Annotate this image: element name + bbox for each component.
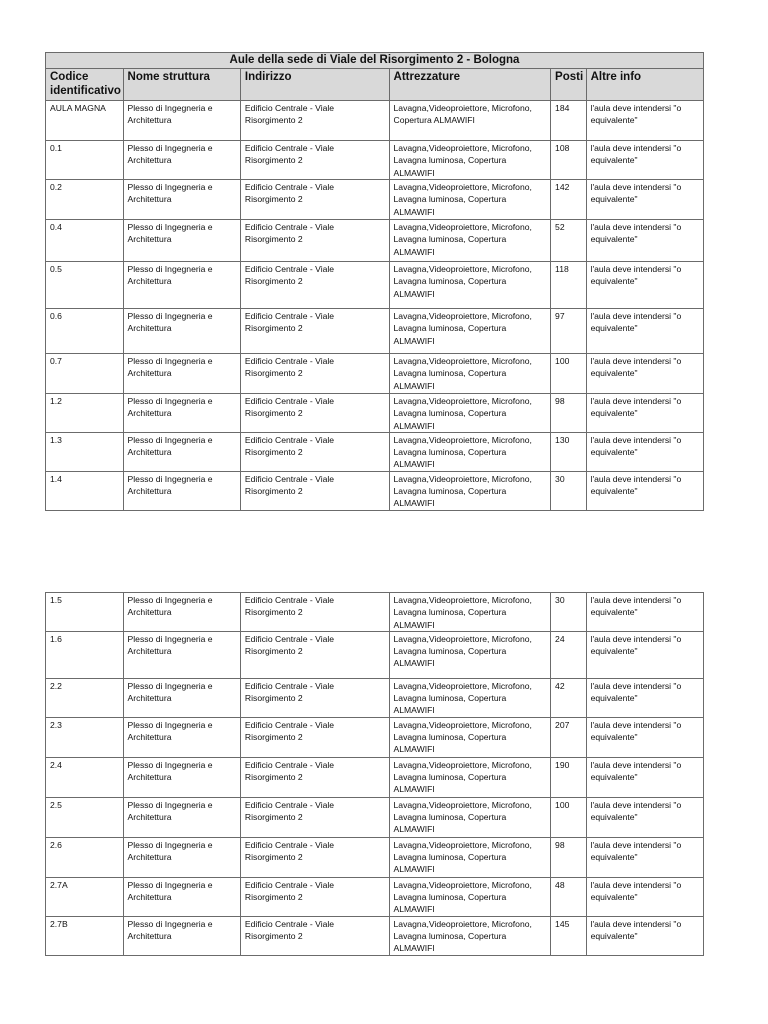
table-row [46, 394, 704, 433]
cell-posti: 130 [551, 432, 587, 471]
cell-struttura: Plesso di Ingegneria e Architettura [123, 757, 240, 797]
table-title: Aule della sede di Viale del Risorgimento 2 - Bologna [46, 53, 704, 69]
cell-posti: 98 [551, 837, 587, 877]
cell-altre-info: l'aula deve intendersi "o equivalente" [586, 432, 703, 471]
cell-posti: 30 [551, 471, 587, 510]
cell-indirizzo: Edificio Centrale - Viale Risorgimento 2 [240, 309, 389, 354]
cell-attrezzature: Lavagna,Videoproiettore, Microfono, Lavagna luminosa, Copertura ALMAWIFI [389, 717, 551, 757]
cell-posti: 118 [551, 262, 587, 309]
table-row [46, 354, 704, 394]
cell-attrezzature: Lavagna,Videoproiettore, Microfono, Lavagna luminosa, Copertura ALMAWIFI [389, 262, 551, 309]
cell-posti: 98 [551, 394, 587, 433]
cell-altre-info: l'aula deve intendersi "o equivalente" [586, 220, 703, 262]
cell-altre-info: l'aula deve intendersi "o equivalente" [586, 717, 703, 757]
cell-posti: 100 [551, 354, 587, 394]
cell-indirizzo: Edificio Centrale - Viale Risorgimento 2 [240, 432, 389, 471]
cell-codice: 2.6 [46, 837, 124, 877]
cell-indirizzo: Edificio Centrale - Viale Risorgimento 2 [240, 757, 389, 797]
cell-indirizzo: Edificio Centrale - Viale Risorgimento 2 [240, 141, 389, 180]
cell-posti: 30 [551, 593, 587, 632]
cell-altre-info: l'aula deve intendersi "o equivalente" [586, 678, 703, 717]
cell-struttura: Plesso di Ingegneria e Architettura [123, 837, 240, 877]
table-row [46, 220, 704, 262]
cell-indirizzo: Edificio Centrale - Viale Risorgimento 2 [240, 471, 389, 510]
cell-codice: 1.3 [46, 432, 124, 471]
cell-altre-info: l'aula deve intendersi "o equivalente" [586, 101, 703, 141]
cell-altre-info: l'aula deve intendersi "o equivalente" [586, 394, 703, 433]
cell-struttura: Plesso di Ingegneria e Architettura [123, 916, 240, 955]
cell-struttura: Plesso di Ingegneria e Architettura [123, 717, 240, 757]
cell-altre-info: l'aula deve intendersi "o equivalente" [586, 631, 703, 678]
column-header-struttura: Nome struttura [123, 69, 240, 101]
table-row [46, 757, 704, 797]
cell-altre-info: l'aula deve intendersi "o equivalente" [586, 877, 703, 916]
cell-altre-info: l'aula deve intendersi "o equivalente" [586, 593, 703, 632]
cell-struttura: Plesso di Ingegneria e Architettura [123, 309, 240, 354]
column-header-indirizzo: Indirizzo [240, 69, 389, 101]
cell-attrezzature: Lavagna,Videoproiettore, Microfono, Lavagna luminosa, Copertura ALMAWIFI [389, 394, 551, 433]
cell-codice: 1.4 [46, 471, 124, 510]
cell-struttura: Plesso di Ingegneria e Architettura [123, 471, 240, 510]
cell-struttura: Plesso di Ingegneria e Architettura [123, 220, 240, 262]
cell-codice: 2.3 [46, 717, 124, 757]
cell-struttura: Plesso di Ingegneria e Architettura [123, 797, 240, 837]
classrooms-table-part-2 [45, 592, 704, 956]
table-row [46, 432, 704, 471]
table-row [46, 797, 704, 837]
column-header-altre-info: Altre info [586, 69, 703, 101]
cell-codice: 2.7A [46, 877, 124, 916]
cell-struttura: Plesso di Ingegneria e Architettura [123, 593, 240, 632]
table-row [46, 180, 704, 220]
cell-codice: 1.6 [46, 631, 124, 678]
cell-codice: 0.5 [46, 262, 124, 309]
table-body-part-1 [46, 101, 704, 511]
cell-posti: 100 [551, 797, 587, 837]
cell-attrezzature: Lavagna,Videoproiettore, Microfono, Lavagna luminosa, Copertura ALMAWIFI [389, 877, 551, 916]
cell-struttura: Plesso di Ingegneria e Architettura [123, 101, 240, 141]
cell-indirizzo: Edificio Centrale - Viale Risorgimento 2 [240, 916, 389, 955]
table-row [46, 262, 704, 309]
cell-struttura: Plesso di Ingegneria e Architettura [123, 354, 240, 394]
cell-struttura: Plesso di Ingegneria e Architettura [123, 631, 240, 678]
cell-altre-info: l'aula deve intendersi "o equivalente" [586, 471, 703, 510]
cell-attrezzature: Lavagna,Videoproiettore, Microfono, Lavagna luminosa, Copertura ALMAWIFI [389, 757, 551, 797]
cell-indirizzo: Edificio Centrale - Viale Risorgimento 2 [240, 631, 389, 678]
cell-attrezzature: Lavagna,Videoproiettore, Microfono, Lavagna luminosa, Copertura ALMAWIFI [389, 354, 551, 394]
cell-attrezzature: Lavagna,Videoproiettore, Microfono, Lavagna luminosa, Copertura ALMAWIFI [389, 220, 551, 262]
cell-attrezzature: Lavagna,Videoproiettore, Microfono, Copertura ALMAWIFI [389, 101, 551, 141]
cell-indirizzo: Edificio Centrale - Viale Risorgimento 2 [240, 877, 389, 916]
column-header-attrezzature: Attrezzature [389, 69, 551, 101]
cell-attrezzature: Lavagna,Videoproiettore, Microfono, Lavagna luminosa, Copertura ALMAWIFI [389, 309, 551, 354]
table-row [46, 101, 704, 141]
cell-attrezzature: Lavagna,Videoproiettore, Microfono, Lavagna luminosa, Copertura ALMAWIFI [389, 471, 551, 510]
column-header-posti: Posti [551, 69, 587, 101]
cell-indirizzo: Edificio Centrale - Viale Risorgimento 2 [240, 678, 389, 717]
table-row [46, 309, 704, 354]
table-row [46, 141, 704, 180]
cell-posti: 142 [551, 180, 587, 220]
cell-altre-info: l'aula deve intendersi "o equivalente" [586, 797, 703, 837]
table-row [46, 471, 704, 510]
cell-attrezzature: Lavagna,Videoproiettore, Microfono, Lavagna luminosa, Copertura ALMAWIFI [389, 837, 551, 877]
cell-struttura: Plesso di Ingegneria e Architettura [123, 262, 240, 309]
cell-posti: 52 [551, 220, 587, 262]
cell-posti: 184 [551, 101, 587, 141]
cell-indirizzo: Edificio Centrale - Viale Risorgimento 2 [240, 354, 389, 394]
cell-indirizzo: Edificio Centrale - Viale Risorgimento 2 [240, 220, 389, 262]
cell-indirizzo: Edificio Centrale - Viale Risorgimento 2 [240, 262, 389, 309]
cell-codice: 2.5 [46, 797, 124, 837]
cell-altre-info: l'aula deve intendersi "o equivalente" [586, 916, 703, 955]
cell-struttura: Plesso di Ingegneria e Architettura [123, 432, 240, 471]
table-row [46, 593, 704, 632]
cell-altre-info: l'aula deve intendersi "o equivalente" [586, 180, 703, 220]
cell-indirizzo: Edificio Centrale - Viale Risorgimento 2 [240, 717, 389, 757]
cell-attrezzature: Lavagna,Videoproiettore, Microfono, Lavagna luminosa, Copertura ALMAWIFI [389, 141, 551, 180]
cell-altre-info: l'aula deve intendersi "o equivalente" [586, 354, 703, 394]
cell-codice: 1.2 [46, 394, 124, 433]
cell-struttura: Plesso di Ingegneria e Architettura [123, 141, 240, 180]
cell-codice: 0.7 [46, 354, 124, 394]
cell-codice: 0.6 [46, 309, 124, 354]
cell-posti: 24 [551, 631, 587, 678]
cell-posti: 42 [551, 678, 587, 717]
cell-altre-info: l'aula deve intendersi "o equivalente" [586, 262, 703, 309]
cell-indirizzo: Edificio Centrale - Viale Risorgimento 2 [240, 394, 389, 433]
table-row [46, 837, 704, 877]
cell-codice: 0.1 [46, 141, 124, 180]
cell-codice: AULA MAGNA [46, 101, 124, 141]
cell-attrezzature: Lavagna,Videoproiettore, Microfono, Lavagna luminosa, Copertura ALMAWIFI [389, 432, 551, 471]
table-body-part-2 [46, 593, 704, 956]
cell-attrezzature: Lavagna,Videoproiettore, Microfono, Lavagna luminosa, Copertura ALMAWIFI [389, 916, 551, 955]
cell-codice: 1.5 [46, 593, 124, 632]
cell-posti: 190 [551, 757, 587, 797]
cell-posti: 145 [551, 916, 587, 955]
cell-posti: 108 [551, 141, 587, 180]
cell-attrezzature: Lavagna,Videoproiettore, Microfono, Lavagna luminosa, Copertura ALMAWIFI [389, 678, 551, 717]
cell-indirizzo: Edificio Centrale - Viale Risorgimento 2 [240, 593, 389, 632]
table-row [46, 631, 704, 678]
cell-altre-info: l'aula deve intendersi "o equivalente" [586, 309, 703, 354]
cell-attrezzature: Lavagna,Videoproiettore, Microfono, Lavagna luminosa, Copertura ALMAWIFI [389, 797, 551, 837]
cell-struttura: Plesso di Ingegneria e Architettura [123, 678, 240, 717]
cell-altre-info: l'aula deve intendersi "o equivalente" [586, 837, 703, 877]
cell-altre-info: l'aula deve intendersi "o equivalente" [586, 141, 703, 180]
table-row [46, 678, 704, 717]
table-row [46, 717, 704, 757]
cell-codice: 2.7B [46, 916, 124, 955]
cell-codice: 2.4 [46, 757, 124, 797]
cell-attrezzature: Lavagna,Videoproiettore, Microfono, Lavagna luminosa, Copertura ALMAWIFI [389, 180, 551, 220]
classrooms-table-part-1 [45, 52, 704, 511]
cell-posti: 97 [551, 309, 587, 354]
cell-indirizzo: Edificio Centrale - Viale Risorgimento 2 [240, 797, 389, 837]
table-row [46, 916, 704, 955]
cell-codice: 0.4 [46, 220, 124, 262]
cell-struttura: Plesso di Ingegneria e Architettura [123, 877, 240, 916]
cell-posti: 48 [551, 877, 587, 916]
cell-altre-info: l'aula deve intendersi "o equivalente" [586, 757, 703, 797]
cell-struttura: Plesso di Ingegneria e Architettura [123, 394, 240, 433]
cell-struttura: Plesso di Ingegneria e Architettura [123, 180, 240, 220]
table-row [46, 877, 704, 916]
cell-posti: 207 [551, 717, 587, 757]
cell-codice: 0.2 [46, 180, 124, 220]
cell-attrezzature: Lavagna,Videoproiettore, Microfono, Lavagna luminosa, Copertura ALMAWIFI [389, 631, 551, 678]
cell-indirizzo: Edificio Centrale - Viale Risorgimento 2 [240, 180, 389, 220]
cell-indirizzo: Edificio Centrale - Viale Risorgimento 2 [240, 101, 389, 141]
column-header-codice: Codice identificativo [46, 69, 124, 101]
cell-indirizzo: Edificio Centrale - Viale Risorgimento 2 [240, 837, 389, 877]
cell-codice: 2.2 [46, 678, 124, 717]
cell-attrezzature: Lavagna,Videoproiettore, Microfono, Lavagna luminosa, Copertura ALMAWIFI [389, 593, 551, 632]
